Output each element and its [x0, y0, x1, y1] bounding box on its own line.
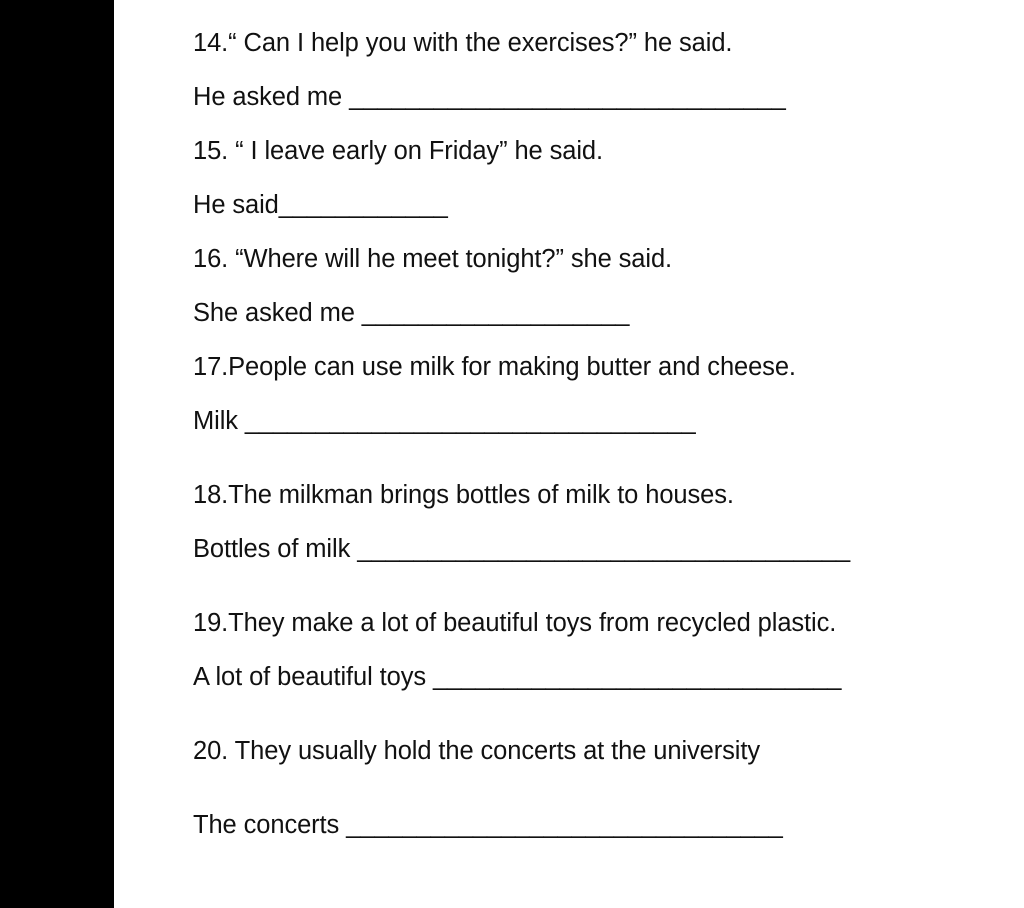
question-15: 15. “ I leave early on Friday” he said.: [193, 137, 603, 165]
left-black-margin: [0, 0, 114, 908]
answer-line-16: She asked me ___________________: [193, 299, 630, 327]
question-18: 18.The milkman brings bottles of milk to houses.: [193, 481, 734, 509]
answer-line-15: He said____________: [193, 191, 448, 219]
answer-line-18: Bottles of milk ___________________________________: [193, 535, 851, 563]
answer-line-20: The concerts _______________________________: [193, 811, 783, 839]
question-20: 20. They usually hold the concerts at the university: [193, 737, 760, 765]
question-14: 14.“ Can I help you with the exercises?” he said.: [193, 29, 733, 57]
answer-line-17: Milk ________________________________: [193, 407, 696, 435]
question-17: 17.People can use milk for making butter and cheese.: [193, 353, 796, 381]
answer-line-14: He asked me _______________________________: [193, 83, 786, 111]
answer-line-19: A lot of beautiful toys _____________________________: [193, 663, 842, 691]
question-16: 16. “Where will he meet tonight?” she said.: [193, 245, 673, 273]
worksheet-page: [114, 0, 1024, 908]
question-19: 19.They make a lot of beautiful toys from recycled plastic.: [193, 609, 837, 637]
